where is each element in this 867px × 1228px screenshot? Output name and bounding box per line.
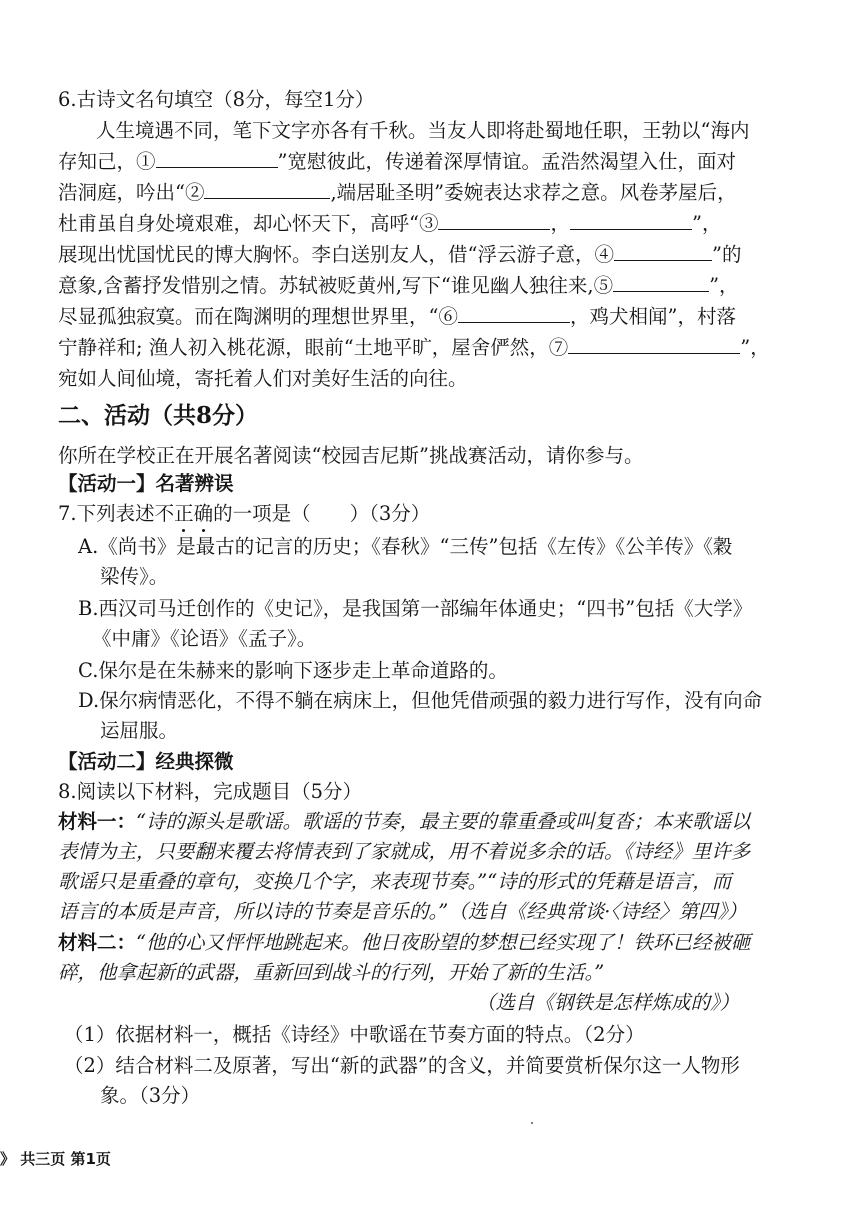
blank-4[interactable] — [614, 242, 712, 261]
page-footer: 》 共三页 第1页 — [0, 1150, 111, 1168]
section-2-heading: 二、活动（共8分） — [58, 402, 259, 429]
q6-line-5: 展现出忧国忧民的博大胸怀。李白送别友人，借“浮云游子意，④ ”的 — [58, 243, 742, 266]
q6-line-3: 浩洞庭，吟出“② ,端居耻圣明”委婉表达求荐之意。风卷茅屋后， — [58, 181, 737, 204]
activity-2-title: 【活动二】经典探微 — [58, 750, 234, 773]
material-1-line-1: 材料一：“诗的源头是歌谣。歌谣的节奏，最主要的靠重叠或叫复沓；本来歌谣以 — [58, 810, 751, 833]
q7-option-b[interactable]: B.西汉司马迁创作的《史记》，是我国第一部编年体通史；“四书”包括《大学》 — [78, 597, 753, 620]
q8-sub-2-cont: 象。（3分） — [100, 1084, 201, 1107]
q6-line-9: 宛如人间仙境，寄托着人们对美好生活的向往。 — [58, 367, 468, 390]
q6-title: 6.古诗文名句填空（8分，每空1分） — [58, 88, 375, 111]
q7-option-d[interactable]: D.保尔病情恶化，不得不躺在病床上，但他凭借顽强的毅力进行写作，没有向命 — [78, 689, 763, 712]
blank-7[interactable] — [568, 335, 740, 354]
material-2-source: （选自《钢铁是怎样炼成的》） — [476, 991, 740, 1014]
q6-line-8: 宁静祥和; 渔人初入桃花源，眼前“土地平旷，屋舍俨然，⑦ ”， — [58, 336, 770, 359]
blank-6[interactable] — [458, 304, 570, 323]
q6-line-7: 尽显孤独寂寞。而在陶渊明的理想世界里，“⑥ ，鸡犬相闻”，村落 — [58, 305, 736, 328]
material-2-line-2: 碎，他拿起新的武器，重新回到战斗的行列，开始了新的生活。” — [58, 961, 605, 984]
q7-option-a-cont: 梁传》。 — [100, 565, 169, 588]
emphasis-dot-char: 正 — [174, 500, 194, 528]
q7-option-b-cont: 《中庸》《论语》《孟子》。 — [92, 627, 317, 650]
activity-1-title: 【活动一】名著辨误 — [58, 472, 234, 495]
scan-speck — [531, 1122, 533, 1124]
blank-3a[interactable] — [438, 211, 550, 230]
q8-sub-1: （1）依据材料一，概括《诗经》中歌谣在节奏方面的特点。（2分） — [64, 1023, 645, 1046]
q6-line-1: 人生境遇不同，笔下文字亦各有千秋。当友人即将赴蜀地任职，王勃以“海内 — [96, 119, 750, 142]
blank-2[interactable] — [204, 180, 330, 199]
q6-line-4: 杜甫虽自身处境艰难，却心怀天下，高呼“③ ， ”， — [58, 212, 722, 235]
q6-line-2: 存知己，① ”宽慰彼此，传递着深厚情谊。孟浩然渴望入仕，面对 — [58, 150, 736, 173]
material-1-line-3: 歌谣只是重叠的章句，变换几个字，来表现节奏。”“诗的形式的凭藉是语言，而 — [58, 870, 732, 893]
material-2-line-1: 材料二：“他的心又怦怦地跳起来。他日夜盼望的梦想已经实现了！铁环已经被砸 — [58, 931, 751, 954]
q7-title: 7.下列表述不正确的一项是（ ）（3分） — [58, 500, 430, 528]
q8-title: 8.阅读以下材料，完成题目（5分） — [58, 780, 363, 803]
q7-option-a[interactable]: A.《尚书》是最古的记言的历史；《春秋》“三传”包括《左传》《公羊传》《穀 — [78, 535, 733, 558]
q7-option-c[interactable]: C.保尔是在朱赫来的影响下逐步走上革命道路的。 — [78, 659, 508, 682]
material-1-line-2: 表情为主，只要翻来覆去将情表到了家就成，用不着说多余的话。《诗经》里许多 — [58, 840, 751, 863]
q8-sub-2: （2）结合材料二及原著，写出“新的武器”的含义，并简要赏析保尔这一人物形 — [64, 1054, 740, 1077]
blank-1[interactable] — [156, 149, 278, 168]
q6-line-6: 意象,含蓄抒发惜别之情。苏轼被贬黄州,写下“谁见幽人独往来,⑤ ”， — [58, 274, 739, 297]
material-1-line-4: 语言的本质是声音，所以诗的节奏是音乐的。”（选自《经典常谈·〈诗经〉第四》） — [58, 900, 747, 923]
emphasis-dot-char: 确 — [194, 500, 214, 528]
blank-3b[interactable] — [570, 211, 692, 230]
q7-option-d-cont: 运屈服。 — [100, 719, 179, 742]
section-2-intro: 你所在学校正在开展名著阅读“校园吉尼斯”挑战赛活动，请你参与。 — [58, 444, 644, 467]
blank-5[interactable] — [613, 273, 709, 292]
